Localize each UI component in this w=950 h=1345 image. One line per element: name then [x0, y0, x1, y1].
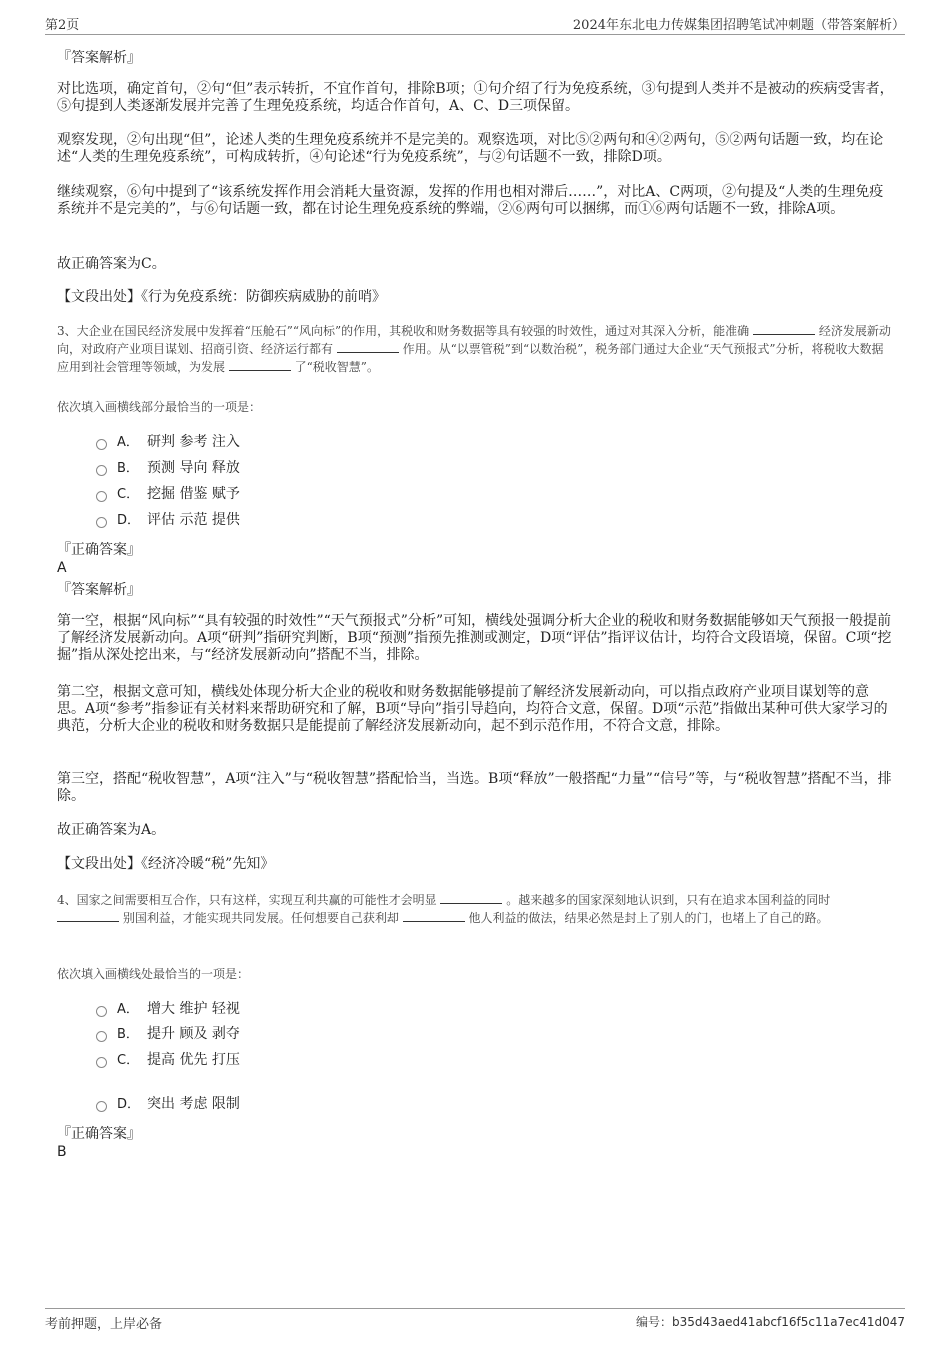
q4-correct-label: 『正确答案』 [57, 1126, 141, 1142]
q3-option-c[interactable]: C． 挖掘 借鉴 赋予 [96, 484, 240, 504]
q2-analysis-label: 『答案解析』 [57, 50, 141, 66]
q4-instruction: 依次填入画横线处最恰当的一项是： [57, 967, 250, 981]
radio-icon[interactable] [96, 1031, 107, 1042]
q4-option-b[interactable]: B． 提升 顾及 剥夺 [96, 1024, 240, 1044]
q4-blank-1 [440, 892, 502, 904]
footer-slogan: 考前押题，上岸必备 [45, 1317, 163, 1332]
q3-stem: 3、大企业在国民经济发展中发挥着“压舱石”“风向标”的作用，其税收和财务数据等具有较强的时效性，通过对其深入分析，能准确 经济发展新动向，对政府产业项目谋划、招商引资、经济运行都有 作用。从“以票管税”到“以数治税”，税务部门通过大企业“天气预报式”分析，将税收大数据应用到社会管理等领域，为发展 了“税收智慧”。 [57, 324, 891, 374]
document-title: 2024年东北电力传媒集团招聘笔试冲刺题（带答案解析） [572, 18, 905, 33]
radio-icon[interactable] [96, 1057, 107, 1068]
radio-icon[interactable] [96, 465, 107, 476]
q3-option-a[interactable]: A． 研判 参考 注入 [96, 432, 240, 452]
q2-source: 【文段出处】《行为免疫系统：防御疾病威胁的前哨》 [57, 289, 386, 305]
radio-icon[interactable] [96, 491, 107, 502]
q2-analysis-paragraph-1: 对比选项，确定首句，②句“但”表示转折，不宜作首句，排除B项；①句介绍了行为免疫系统，③句提到人类并不是被动的疾病受害者，⑤句提到人类逐渐发展并完善了生理免疫系统，均适合作首句，A、C、D三项保留。 [57, 81, 894, 114]
page-number: 第2页 [45, 18, 80, 33]
page-header [45, 12, 905, 35]
q3-correct-label: 『正确答案』 [57, 542, 141, 558]
radio-icon[interactable] [96, 517, 107, 528]
q3-source: 【文段出处】《经济冷暖“税”先知》 [57, 856, 275, 872]
q3-option-b[interactable]: B． 预测 导向 释放 [96, 458, 240, 478]
q3-option-d[interactable]: D． 评估 示范 提供 [96, 510, 240, 530]
document-code: 编号：b35d43aed41abcf16f5c11a7ec41d047 [636, 1315, 905, 1329]
page-footer [45, 1308, 905, 1332]
q3-blank-2 [337, 341, 399, 353]
q4-correct-answer: B [57, 1144, 67, 1160]
radio-icon[interactable] [96, 1101, 107, 1112]
q2-analysis-paragraph-2: 观察发现，②句出现“但”，论述人类的生理免疫系统并不是完美的。观察选项，对比⑤②两句和④②两句，⑤②两句话题一致，均在论述“人类的生理免疫系统”，可构成转折，④句论述“行为免疫系统”，与②句话题不一致，排除D项。 [57, 132, 884, 165]
q3-blank-3 [229, 359, 291, 371]
q2-analysis-paragraph-3: 继续观察，⑥句中提到了“该系统发挥作用会消耗大量资源，发挥的作用也相对滞后……”，对比A、C两项，②句提及“人类的生理免疫系统并不是完美的”，与⑥句话题一致，都在讨论生理免疫系统的弊端，②⑥两句可以捆绑，而①⑥两句话题不一致，排除A项。 [57, 184, 884, 217]
q4-blank-2 [57, 910, 119, 922]
radio-icon[interactable] [96, 439, 107, 450]
q2-conclusion: 故正确答案为C。 [57, 256, 166, 272]
q3-analysis-label: 『答案解析』 [57, 582, 141, 598]
q3-correct-answer: A [57, 560, 67, 576]
q3-conclusion: 故正确答案为A。 [57, 822, 166, 838]
q4-option-a[interactable]: A． 增大 维护 轻视 [96, 999, 240, 1019]
q3-instruction: 依次填入画横线部分最恰当的一项是： [57, 400, 262, 414]
radio-icon[interactable] [96, 1006, 107, 1017]
q4-blank-3 [403, 910, 465, 922]
q3-analysis-paragraph-3: 第三空，搭配“税收智慧”，A项“注入”与“税收智慧”搭配恰当，当选。B项“释放”一般搭配“力量”“信号”等，与“税收智慧”搭配不当，排除。 [57, 771, 892, 804]
q3-blank-1 [753, 323, 815, 335]
q4-option-c[interactable]: C． 提高 优先 打压 [96, 1050, 240, 1070]
q4-stem: 4、国家之间需要相互合作，只有这样，实现互利共赢的可能性才会明显 。越来越多的国家深刻地认识到，只有在追求本国利益的同时 别国利益，才能实现共同发展。任何想要自己获利却 他人利益的做法，结果必然是封上了别人的门，也堵上了自己的路。 [57, 893, 831, 925]
q3-analysis-paragraph-2: 第二空，根据文意可知，横线处体现分析大企业的税收和财务数据能够提前了解经济发展新动向，可以指点政府产业项目谋划等的意思。A项“参考”指参证有关材料来帮助研究和了解，B项“导向”指引导趋向，均符合文意，保留。D项“示范”指做出某种可供大家学习的典范，分析大企业的税收和财务数据只是能提前了解经济发展新动向，起不到示范作用，不符合文意，排除。 [57, 684, 888, 734]
q4-option-d[interactable]: D． 突出 考虑 限制 [96, 1094, 240, 1114]
q3-analysis-paragraph-1: 第一空，根据“风向标”“具有较强的时效性”“天气预报式”分析”可知，横线处强调分析大企业的税收和财务数据能够如天气预报一般提前了解经济发展新动向。A项“研判”指研究判断，B项“预测”指预先推测或测定，D项“评估”指评议估计，均符合文段语境，保留。C项“挖掘”指从深处挖出来，与“经济发展新动向”搭配不当，排除。 [57, 613, 892, 663]
